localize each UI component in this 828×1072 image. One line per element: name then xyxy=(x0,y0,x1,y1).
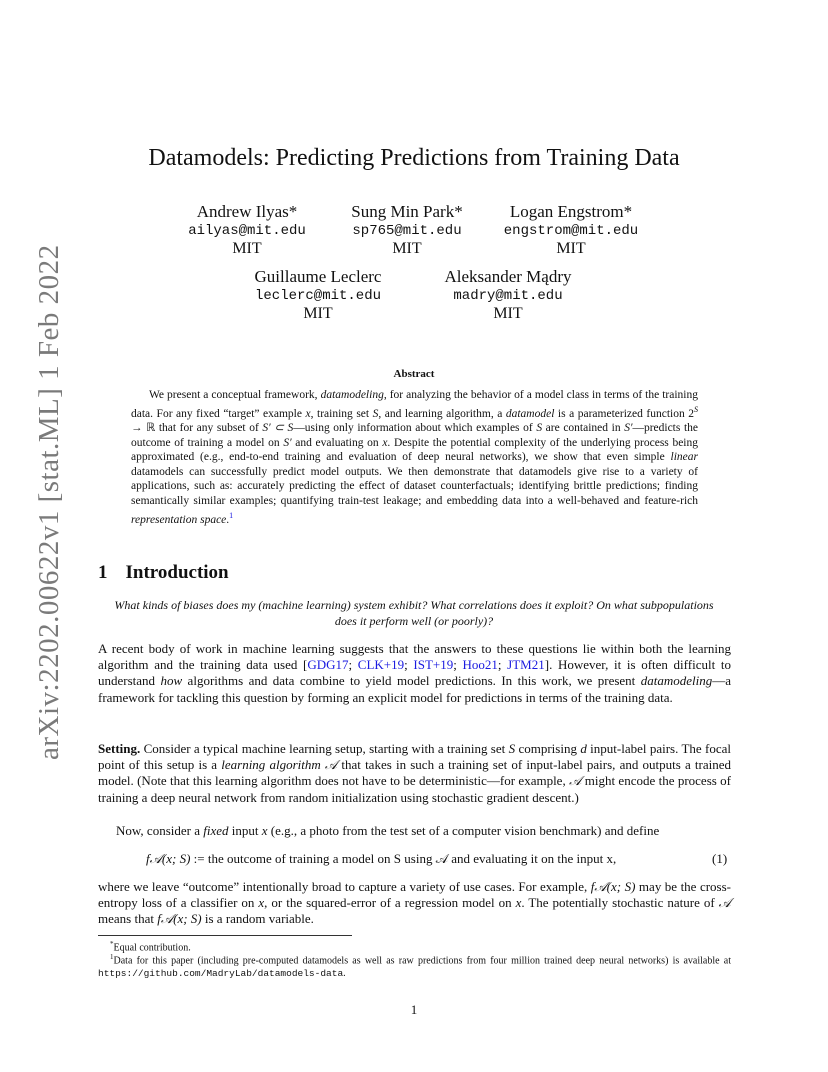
author-name: Aleksander Mądry xyxy=(444,267,572,286)
section-number: 1 xyxy=(98,562,108,583)
author-affiliation: MIT xyxy=(493,305,523,322)
page-number: 1 xyxy=(410,1002,418,1017)
footnote: $^1$Data for this paper (including pre-computed datamodels as well as raw predictions from four million trained deep neural networks) is available at https://github.com/MadryLab/datamodels-data. xyxy=(98,953,731,979)
citation-link[interactable]: GDG17 xyxy=(307,657,349,673)
body-paragraph: Now, consider a fixed input x (e.g., a photo from the test set of a computer vision benchmark) and define xyxy=(116,823,660,838)
author-email: sp765@mit.edu xyxy=(352,223,462,239)
setting-paragraph: Setting. Consider a typical machine learning setup, starting with a training set S comprising d input-label pairs. The focal point of this setup is a learning algorithm 𝒜 that takes in such a training set of input-label pairs, and outputs a trained model. (Note that this learning algorithm does not have to be deterministic—for example, 𝒜 might encode the process of training a deep neural network from random initialization using stochastic gradient descent.) xyxy=(98,741,732,805)
footnote-link[interactable]: 1 xyxy=(229,510,234,520)
body-paragraph: where we leave “outcome” intentionally broad to capture a variety of use cases. For example, f𝒜(x; S) may be the cross-entropy loss of a classifier on x, or the squared-error of a regression model on x. The potentially stochastic nature of 𝒜 means that f𝒜(x; S) is a random variable. xyxy=(98,879,731,927)
citation-link[interactable]: Hoo21 xyxy=(462,657,498,673)
section-title: Introduction xyxy=(125,562,229,583)
author-name: Andrew Ilyas* xyxy=(196,202,298,221)
author-email: leclerc@mit.edu xyxy=(254,288,382,304)
abstract-heading: Abstract xyxy=(393,368,435,380)
equation-rhs: := the outcome of training a model on S using 𝒜 and evaluating it on the input x, xyxy=(190,851,617,866)
author-affiliation: MIT xyxy=(392,240,422,257)
paper-title: Datamodels: Predicting Predictions from Training Data xyxy=(148,145,680,171)
author-affiliation: MIT xyxy=(556,240,586,257)
author-email: engstrom@mit.edu xyxy=(503,223,639,239)
author-block xyxy=(476,202,666,258)
paragraph-label: Setting. xyxy=(98,741,141,756)
equation-lhs: f𝒜(x; S) xyxy=(146,851,191,866)
equation-number: (1) xyxy=(712,851,728,866)
author-name: Logan Engstrom* xyxy=(509,202,633,221)
author-affiliation: MIT xyxy=(232,240,262,257)
author-block xyxy=(223,267,413,323)
author-email: ailyas@mit.edu xyxy=(188,223,306,239)
footnote-rule xyxy=(98,935,352,936)
author-affiliation: MIT xyxy=(303,305,333,322)
abstract-body: We present a conceptual framework, datamodeling, for analyzing the behavior of a model class in terms of the training data. For any fixed “target” example x, training set S, and learning algorithm, a datamodel is a parameterized function $2^S$ → ℝ that for any subset of S′ ⊂ S—using only information about which examples of S are contained in S′—predicts the outcome of training a model on S′ and evaluating on x. Despite the potential complexity of the underlying process being approximated (e.g., end-to-end training and evaluation of deep neural networks), we show that even simple linear datamodels can successfully predict model outputs. We then demonstrate that datamodels give rise to a variety of applications, such as: accurately predicting the effect of dataset counterfactuals; identifying brittle predictions; finding semantically similar examples; quantifying train-test leakage; and embedding data into a well-behaved and feature-rich representation space.$^1$ xyxy=(131,389,699,526)
arxiv-sidebar-stamp: arXiv:2202.00622v1 [stat.ML] 1 Feb 2022 xyxy=(33,244,65,760)
equation xyxy=(146,851,616,867)
epigraph: What kinds of biases does my (machine learning) system exhibit? What correlations does it exploit? On what subpopulations does it perform well (or poorly)? xyxy=(114,598,714,628)
intro-paragraph: A recent body of work in machine learning suggests that the answers to these questions lie within both the learning algorithm and the training data used [GDG17; CLK+19; IST+19; Hoo21; JTM21]. However, it is often difficult to understand how algorithms and data combine to yield model predictions. In this work, we present datamodeling—a framework for tackling this question by forming an explicit model for predictions in terms of the training data. xyxy=(98,641,731,705)
citation-link[interactable]: JTM21 xyxy=(507,657,545,673)
section-heading xyxy=(98,562,229,584)
citation-link[interactable]: IST+19 xyxy=(413,657,454,673)
footnote: *Equal contribution. xyxy=(110,940,191,954)
author-block xyxy=(413,267,603,323)
author-email: madry@mit.edu xyxy=(453,288,563,304)
data-url-link[interactable]: https://github.com/MadryLab/datamodels-data xyxy=(98,967,344,979)
author-name: Sung Min Park* xyxy=(351,202,463,221)
author-block xyxy=(312,202,502,258)
citation-link[interactable]: CLK+19 xyxy=(357,657,405,673)
author-name: Guillaume Leclerc xyxy=(254,267,382,286)
